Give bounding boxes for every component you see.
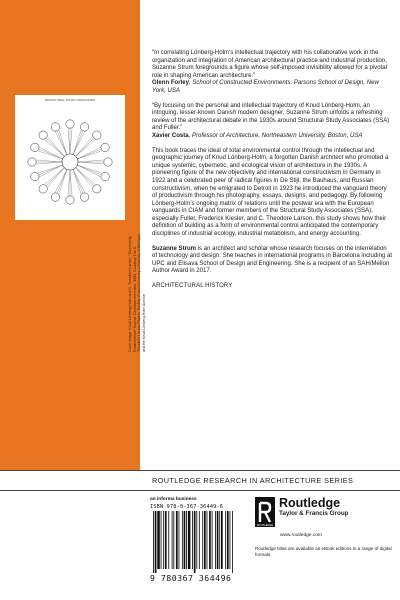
- barcode-bar: [227, 511, 229, 569]
- diagram-ray: [36, 162, 62, 164]
- publisher-group: Taylor & Francis Group: [279, 510, 349, 517]
- diagram-ray: [73, 169, 85, 192]
- diagram-node: [66, 196, 74, 204]
- diagram-center: [62, 154, 78, 170]
- cover-figure: [15, 95, 125, 220]
- diagram-ray: [76, 137, 93, 157]
- diagram-ray: [68, 128, 70, 154]
- barcode-bars: [150, 511, 258, 573]
- diagram-ray: [57, 169, 67, 193]
- series-divider-top: [0, 470, 400, 471]
- diagram-ray: [47, 137, 64, 157]
- barcode-bar: [221, 511, 223, 569]
- barcode-bar: [207, 511, 208, 569]
- quote-author: Glenn Forley: [152, 80, 189, 87]
- diagram-node: [104, 158, 112, 166]
- quote-text: “By focusing on the personal and intellectual trajectory of Knud Lönberg-Holm, an intriguing, lesser-known Danish modern designer, Suzanne Strum unfolds a refreshing review of the architectural debate in the 1930s around Structural Study Associates (SSA) and Fuller.”: [152, 102, 390, 132]
- barcode-bar: [199, 511, 200, 569]
- diagram-node: [80, 193, 88, 201]
- barcode-bar: [172, 511, 173, 569]
- diagram-node: [80, 123, 88, 131]
- diagram-ray: [59, 130, 67, 155]
- author-bio: [152, 246, 392, 276]
- barcode-bar: [182, 511, 183, 569]
- publisher-website: www.routledge.com: [280, 533, 322, 538]
- barcode-bar: [209, 511, 211, 569]
- diagram-ray: [76, 168, 94, 186]
- routledge-logo: [255, 497, 395, 527]
- figure-caption: STRUCTURAL STUDY ASSOCIATES: [44, 98, 96, 102]
- diagram-ray: [77, 147, 100, 159]
- diagram-node: [31, 172, 39, 180]
- diagram-ray: [78, 162, 104, 164]
- diagram-ray: [76, 168, 96, 185]
- author-bio-text: is an architect and scholar whose research focuses on the interrelation of technology and design. She teaches in international programs in Barcelona including at UPC and Elisava School of Design and Engineering. She is a recipient of an SAH/Mellon Author Award in 2017.: [152, 245, 393, 275]
- quote-text: “In correlating Lönberg-Holm’s intellectual trajectory with his collaborative work in the organization and integration of American architectural practice and industrial production, Suzanne Strum foregrounds a figure whose self-imposed invisibility allowed for a pivotal role in shaping American architecture.”: [152, 50, 387, 79]
- diagram-ray: [46, 168, 64, 186]
- barcode-bar: [186, 511, 187, 569]
- isbn-label: ISBN 978-0-367-36449-6: [150, 504, 224, 510]
- diagram-node: [101, 172, 109, 180]
- series-title: ROUTLEDGE RESEARCH IN ARCHITECTURE SERIES: [152, 476, 354, 485]
- quote-affiliation: , Professor of Architecture, Northeastern University, Boston, USA: [188, 132, 363, 139]
- barcode-bar: [192, 511, 193, 569]
- barcode-bar: [163, 511, 164, 569]
- series-divider-bottom: [0, 490, 400, 491]
- barcode-digits: 9 780367 364496: [150, 573, 232, 583]
- barcode-bar: [204, 511, 206, 569]
- diagram-ray: [55, 169, 67, 192]
- diagram-ray: [68, 170, 70, 196]
- barcode-bar: [188, 511, 191, 569]
- barcode-bar: [196, 511, 197, 569]
- barcode-bar: [179, 511, 180, 569]
- subject-category: ARCHITECTURAL HISTORY: [152, 283, 233, 290]
- diagram-node: [39, 185, 47, 193]
- barcode-bar: [155, 511, 157, 573]
- diagram-node: [51, 123, 59, 131]
- diagram-ray: [73, 131, 83, 155]
- endorsement-quote-2: [152, 103, 392, 141]
- back-cover-text: [152, 50, 392, 298]
- barcode-bar: [202, 511, 203, 569]
- barcode-bar: [232, 511, 233, 573]
- barcode-bar: [165, 511, 167, 569]
- diagram-ray: [38, 165, 63, 173]
- barcode-bar: [230, 511, 231, 569]
- diagram-ray: [36, 160, 62, 162]
- barcode-bar: [157, 511, 160, 569]
- diagram-ray: [39, 147, 62, 159]
- diagram-ray: [45, 168, 65, 185]
- book-description: This book traces the ideal of total environmental control through the intellectual and geographic journey of Knud Lönberg-Holm, a forgotten Danish architect who promoted a unique systemic, cybernetic, and ecological vision of architecture in the 1930s. A pioneering figure of the new objectivity and international constructivism in Germany in 1922 and a celebrated peer of radical figures in De Stijl, the Bauhaus, and Russian constructivism, when he emigrated to Detroit in 1923 he introduced the vanguard theory of productivism through his photography, essays, designs, and pedagogy. By following Lönberg-Holm’s ongoing matrix of relations until the postwar era with the European vanguards in CIAM and former members of the Structural Study Associates (SSA), especially Fuller, Frederick Kiesler, and C. Theodore Larson, this study shows how their definition of building as a form of environmental control anticipated the contemporary disciplines of industrial ecology, industrial metabolism, and energy accounting.: [152, 147, 389, 238]
- diagram-ray: [47, 168, 64, 188]
- publisher-block: [255, 497, 395, 558]
- diagram-node: [66, 120, 74, 128]
- diagram-ray: [46, 138, 64, 156]
- svg-text:ROUTLEDGE: ROUTLEDGE: [256, 524, 274, 527]
- barcode-bar: [217, 511, 219, 569]
- barcode-bar: [212, 511, 213, 569]
- barcode-bar: [194, 511, 196, 573]
- diagram-node: [101, 143, 109, 151]
- barcode-bar: [161, 511, 162, 569]
- diagram-ray: [70, 128, 72, 154]
- barcode-bar: [225, 511, 226, 569]
- diagram-node: [39, 131, 47, 139]
- diagram-ray: [45, 139, 65, 156]
- barcode-bar: [168, 511, 169, 569]
- radial-diagram: [15, 95, 125, 220]
- diagram-ray: [76, 139, 96, 156]
- diagram-ray: [77, 165, 100, 177]
- diagram-ray: [55, 131, 67, 154]
- author-name: Suzanne Strum: [152, 245, 197, 252]
- diagram-node: [93, 185, 101, 193]
- barcode-bar: [184, 511, 186, 569]
- diagram-ray: [39, 149, 63, 159]
- barcode-bar: [219, 511, 220, 569]
- barcode-bar: [173, 511, 174, 569]
- diagram-ray: [59, 169, 67, 194]
- diagram-ray: [77, 149, 101, 159]
- diagram-node: [28, 158, 36, 166]
- diagram-ray: [73, 169, 81, 194]
- diagram-ray: [57, 131, 67, 155]
- diagram-node: [93, 131, 101, 139]
- diagram-ray: [77, 151, 102, 159]
- diagram-ray: [76, 138, 94, 156]
- informa-tagline: an informa business: [150, 497, 197, 502]
- diagram-ray: [73, 130, 81, 155]
- barcode-bar: [215, 511, 216, 569]
- diagram-ray: [39, 165, 63, 175]
- barcode-bar: [176, 511, 178, 569]
- barcode-block: [150, 497, 260, 583]
- quote-affiliation: , School of Constructed Environments, Parsons School of Design, New York, USA: [152, 80, 379, 94]
- diagram-ray: [39, 165, 62, 177]
- cover-image-credit: Cover image: Knud Lönberg-Holm and C. Theodore Larson, "Community Relationships" Source: Development Index, 1953. Courtesy The C. Theodore Larson Papers, Bentley Historical Library, University of Michigan and the Knud Lönberg-Holm Archive.: [128, 233, 146, 352]
- publisher-name: Routledge: [279, 496, 341, 510]
- barcode-bar: [153, 511, 154, 573]
- diagram-ray: [73, 131, 85, 154]
- diagram-node: [51, 193, 59, 201]
- diagram-ray: [38, 151, 63, 159]
- diagram-ray: [76, 168, 93, 188]
- diagram-ray: [77, 165, 102, 173]
- orange-spine-band: [0, 0, 140, 470]
- routledge-r-icon: [255, 497, 275, 527]
- endorsement-quote-1: [152, 50, 392, 96]
- quote-author: Xavier Costa: [152, 132, 189, 139]
- diagram-ray: [78, 160, 104, 162]
- diagram-ray: [73, 169, 83, 193]
- diagram-ray: [70, 170, 72, 196]
- diagram-ray: [77, 165, 101, 175]
- ebook-note: Routledge titles are available as eBook editions in a range of digital formats: [255, 546, 392, 557]
- diagram-node: [31, 143, 39, 151]
